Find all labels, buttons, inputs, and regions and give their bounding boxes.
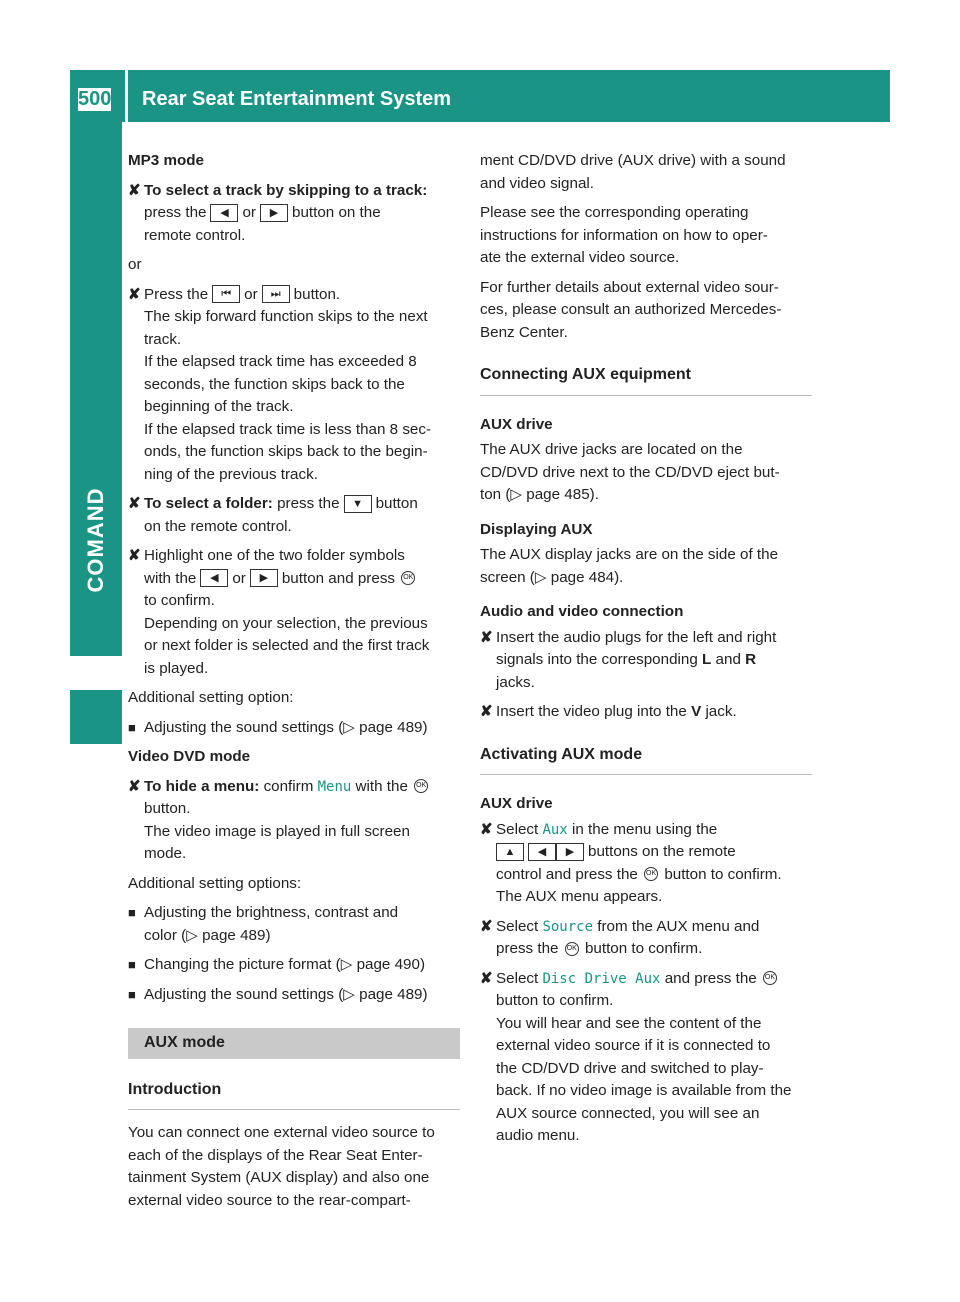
text: For further details about external video sour- bbox=[480, 278, 779, 296]
text: back. If no video image is available from the bbox=[496, 1082, 792, 1099]
side-tab-label bbox=[70, 440, 122, 640]
instruction-skip-buttons bbox=[128, 284, 460, 487]
prev-key-icon: ⏮ bbox=[212, 285, 240, 303]
text: The AUX menu appears. bbox=[496, 888, 663, 905]
text: is played. bbox=[144, 659, 209, 677]
text: V bbox=[691, 703, 702, 720]
ok-button-icon: OK bbox=[401, 571, 415, 585]
text: button to confirm. bbox=[664, 865, 782, 883]
text: ment CD/DVD drive (AUX drive) with a sound bbox=[480, 152, 786, 169]
ok-button-icon: OK bbox=[414, 779, 428, 793]
text: CD/DVD drive next to the CD/DVD eject but- bbox=[480, 463, 780, 481]
text: confirm bbox=[263, 777, 314, 795]
paragraph bbox=[480, 439, 812, 507]
menu-item-label: Aux bbox=[542, 821, 568, 838]
text: tainment System (AUX display) and also one bbox=[128, 1169, 430, 1186]
right-column bbox=[480, 150, 812, 1155]
text: Adjusting the brightness, contrast and bbox=[144, 904, 399, 921]
text: Depending on your selection, the previous bbox=[144, 614, 428, 632]
bullet-icon: ■ bbox=[128, 986, 136, 1002]
text: remote control. bbox=[144, 226, 246, 244]
text: button to confirm. bbox=[496, 992, 614, 1009]
text: If the elapsed track time is less than 8 sec- bbox=[144, 420, 432, 438]
text: R bbox=[745, 651, 757, 668]
page-title: Rear Seat Entertainment System bbox=[142, 88, 452, 110]
header-divider bbox=[125, 70, 128, 122]
additional-settings: Additional setting options: bbox=[128, 874, 302, 892]
activating-heading: Activating AUX mode bbox=[480, 744, 812, 776]
audio-video-heading: Audio and video connection bbox=[480, 603, 684, 620]
bullet-item bbox=[128, 717, 460, 740]
aux-drive-heading: AUX drive bbox=[480, 415, 553, 433]
continued-paragraph bbox=[480, 150, 812, 195]
text: from the AUX menu and bbox=[597, 917, 760, 935]
side-block bbox=[70, 690, 122, 744]
text: Insert the audio plugs for the left and right bbox=[496, 628, 777, 646]
instruction-hide-menu bbox=[128, 776, 460, 866]
text: in the menu using the bbox=[571, 820, 718, 838]
text: Select bbox=[496, 917, 539, 935]
up-key-icon: ▲ bbox=[496, 843, 524, 861]
bullet-icon: ■ bbox=[128, 719, 136, 735]
left-column bbox=[128, 150, 460, 1219]
text: button on the bbox=[292, 204, 381, 221]
text: Changing the picture format (▷ page 490) bbox=[144, 956, 425, 973]
bullet-icon: ■ bbox=[128, 957, 136, 972]
arrow-icon: ✘ bbox=[480, 969, 493, 987]
text: Highlight one of the two folder symbols bbox=[144, 547, 405, 564]
text: button. bbox=[144, 800, 191, 817]
text: ton (▷ page 485). bbox=[480, 486, 599, 503]
text: or next folder is selected and the first track bbox=[144, 637, 430, 654]
text: button bbox=[375, 495, 418, 512]
aux-mode-heading: AUX mode bbox=[128, 1028, 460, 1059]
next-key-icon: ⏭ bbox=[262, 285, 290, 303]
paragraph bbox=[480, 544, 812, 589]
arrow-icon: ✘ bbox=[128, 181, 141, 199]
text: external video source to the rear-compart- bbox=[128, 1191, 411, 1209]
mp3-heading: MP3 mode bbox=[128, 152, 204, 169]
instruction-title: To hide a menu: bbox=[144, 777, 260, 795]
ok-button-icon: OK bbox=[644, 867, 658, 881]
text: jack. bbox=[705, 703, 737, 720]
text: AUX source connected, you will see an bbox=[496, 1104, 760, 1122]
text: audio menu. bbox=[496, 1127, 580, 1144]
text: mode. bbox=[144, 845, 187, 862]
bullet-item bbox=[128, 902, 460, 947]
text: The AUX display jacks are on the side of the bbox=[480, 546, 779, 563]
text: or bbox=[244, 285, 258, 303]
text: buttons on the remote bbox=[588, 843, 736, 860]
text: with the bbox=[355, 777, 408, 795]
text: external video source if it is connected to bbox=[496, 1037, 771, 1054]
connecting-heading: Connecting AUX equipment bbox=[480, 364, 812, 396]
text: ning of the previous track. bbox=[144, 465, 318, 483]
menu-item-label: Source bbox=[542, 918, 594, 935]
text: press the bbox=[277, 495, 340, 512]
side-tab-text: COMAND bbox=[83, 487, 108, 593]
left-key-icon: ◀ bbox=[200, 569, 228, 587]
text: and press the bbox=[664, 969, 757, 987]
down-key-icon: ▼ bbox=[344, 495, 372, 513]
arrow-icon: ✘ bbox=[480, 820, 493, 838]
right-key-icon: ▶ bbox=[250, 569, 278, 587]
text: The video image is played in full screen bbox=[144, 822, 410, 840]
instruction-video-plug bbox=[480, 701, 812, 724]
left-key-icon: ◀ bbox=[210, 204, 238, 222]
text: screen (▷ page 484). bbox=[480, 568, 624, 586]
text: track. bbox=[144, 330, 182, 348]
instruction-select-disc-drive bbox=[480, 968, 812, 1148]
text: jacks. bbox=[496, 673, 535, 691]
text: Please see the corresponding operating bbox=[480, 204, 749, 221]
text: button. bbox=[293, 285, 341, 303]
text: signals into the corresponding bbox=[496, 651, 698, 668]
instruction-select-folder bbox=[128, 493, 460, 538]
menu-item-label: Disc Drive Aux bbox=[542, 970, 661, 987]
text: Benz Center. bbox=[480, 323, 568, 341]
text: Adjusting the sound settings (▷ page 489) bbox=[144, 718, 428, 736]
right-key-icon: ▶ bbox=[556, 843, 584, 861]
text: on the remote control. bbox=[144, 517, 292, 535]
text: You will hear and see the content of the bbox=[496, 1014, 762, 1032]
arrow-icon: ✘ bbox=[128, 777, 141, 795]
text: the CD/DVD drive and switched to play- bbox=[496, 1059, 764, 1077]
text: press the bbox=[496, 940, 559, 957]
aux-drive-heading: AUX drive bbox=[480, 795, 553, 812]
text: Select bbox=[496, 969, 539, 987]
instruction-select-source bbox=[480, 916, 812, 961]
text: beginning of the track. bbox=[144, 398, 294, 415]
text: to confirm. bbox=[144, 592, 215, 609]
text: ate the external video source. bbox=[480, 249, 680, 266]
text: each of the displays of the Rear Seat Enter- bbox=[128, 1146, 423, 1164]
text: The AUX drive jacks are located on the bbox=[480, 441, 743, 458]
text: If the elapsed track time has exceeded 8 bbox=[144, 353, 417, 370]
introduction-heading: Introduction bbox=[128, 1079, 460, 1111]
text: L bbox=[702, 651, 712, 668]
arrow-icon: ✘ bbox=[480, 703, 493, 720]
instruction-skip-track bbox=[128, 180, 460, 248]
bullet-item bbox=[128, 954, 460, 977]
text: or bbox=[242, 204, 256, 221]
text: press the bbox=[144, 204, 207, 221]
instruction-select-aux bbox=[480, 819, 812, 909]
ok-button-icon: OK bbox=[565, 942, 579, 956]
arrow-icon: ✘ bbox=[480, 628, 493, 646]
text: instructions for information on how to oper- bbox=[480, 226, 768, 244]
arrow-icon: ✘ bbox=[128, 285, 141, 303]
intro-paragraph bbox=[128, 1122, 460, 1212]
left-key-icon: ◀ bbox=[528, 843, 556, 861]
text: The skip forward function skips to the next bbox=[144, 308, 428, 325]
text: with the bbox=[144, 569, 197, 587]
text: control and press the bbox=[496, 865, 638, 883]
text: seconds, the function skips back to the bbox=[144, 375, 405, 393]
text: and bbox=[715, 651, 741, 668]
bullet-item bbox=[128, 984, 460, 1007]
text: color (▷ page 489) bbox=[144, 926, 271, 944]
arrow-icon: ✘ bbox=[480, 917, 493, 935]
text: onds, the function skips back to the begin- bbox=[144, 443, 428, 460]
text: Select bbox=[496, 820, 539, 838]
displaying-aux-heading: Displaying AUX bbox=[480, 520, 593, 538]
text: Insert the video plug into the bbox=[496, 703, 687, 720]
text: Adjusting the sound settings (▷ page 489) bbox=[144, 985, 428, 1003]
text: ces, please consult an authorized Mercedes- bbox=[480, 301, 782, 318]
page-number: 500 bbox=[78, 88, 112, 110]
text: button and press bbox=[281, 569, 396, 587]
right-key-icon: ▶ bbox=[260, 204, 288, 222]
paragraph bbox=[480, 202, 812, 270]
instruction-highlight-folder bbox=[128, 545, 460, 680]
text: button to confirm. bbox=[584, 940, 703, 957]
ok-button-icon: OK bbox=[763, 971, 777, 985]
dvd-heading: Video DVD mode bbox=[128, 748, 251, 765]
instruction-title: To select a track by skipping to a track: bbox=[144, 181, 428, 199]
instruction-audio-plugs bbox=[480, 627, 812, 695]
paragraph bbox=[480, 277, 812, 345]
text: You can connect one external video source to bbox=[128, 1124, 435, 1141]
text: or bbox=[232, 569, 246, 587]
arrow-icon: ✘ bbox=[128, 495, 141, 512]
menu-item-label: Menu bbox=[317, 778, 352, 795]
additional-setting: Additional setting option: bbox=[128, 689, 294, 706]
text: and video signal. bbox=[480, 174, 594, 192]
or-text: or bbox=[128, 256, 142, 273]
arrow-icon: ✘ bbox=[128, 547, 141, 564]
bullet-icon: ■ bbox=[128, 905, 136, 920]
instruction-title: To select a folder: bbox=[144, 495, 273, 512]
text: Press the bbox=[144, 285, 209, 303]
